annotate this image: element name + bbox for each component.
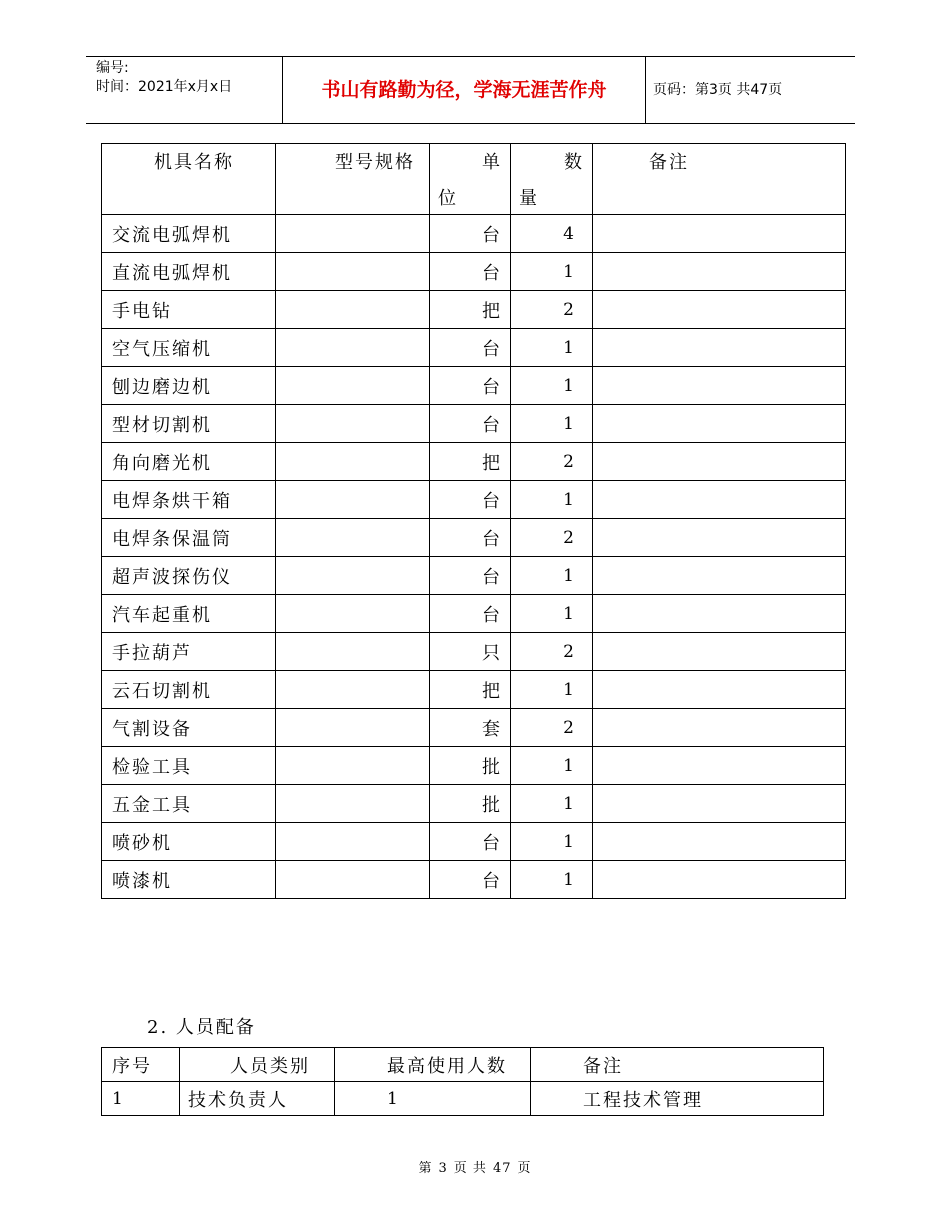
cell-unit: 台: [430, 215, 511, 253]
table-row: [102, 1082, 824, 1116]
serial-label: 编号:: [96, 60, 129, 76]
header-divider: [645, 57, 646, 123]
cell-note: [593, 405, 846, 443]
cell-model: [276, 367, 430, 405]
cell-name: 型材切割机: [102, 405, 276, 443]
table-row: [102, 747, 846, 785]
cell-name: 手电钻: [102, 291, 276, 329]
cell-qty: 1: [511, 785, 593, 823]
table-row: [102, 519, 846, 557]
header-cell-unit: 单 位: [430, 144, 511, 215]
cell-qty: 1: [511, 671, 593, 709]
footer-prefix: 第: [418, 1161, 433, 1176]
table-row: [102, 329, 846, 367]
header-cell-model: 型号规格: [276, 144, 430, 215]
cell-qty: 1: [511, 557, 593, 595]
cell-model: [276, 709, 430, 747]
table-row: [102, 785, 846, 823]
cell-unit: 台: [430, 253, 511, 291]
cell-name: 超声波探伤仪: [102, 557, 276, 595]
table-row: [102, 633, 846, 671]
cell-model: [276, 633, 430, 671]
equipment-table: [101, 143, 846, 899]
table-row: [102, 861, 846, 899]
cell-model: [276, 481, 430, 519]
footer-mid: 页 共: [453, 1161, 487, 1176]
cell-unit: 批: [430, 785, 511, 823]
cell-qty: 1: [511, 823, 593, 861]
cell-note: [593, 823, 846, 861]
cell-name: 角向磨光机: [102, 443, 276, 481]
cell-qty: 2: [511, 291, 593, 329]
header-cell-name: 机具名称: [102, 144, 276, 215]
cell-name: 电焊条保温筒: [102, 519, 276, 557]
cell-name: 电焊条烘干箱: [102, 481, 276, 519]
cell-name: 刨边磨边机: [102, 367, 276, 405]
cell-model: [276, 215, 430, 253]
cell-name: 气割设备: [102, 709, 276, 747]
cell-unit: 台: [430, 519, 511, 557]
cell-model: [276, 823, 430, 861]
cell-qty: 2: [511, 709, 593, 747]
equipment-header-row: [102, 144, 846, 215]
cell-note: [593, 215, 846, 253]
cell-unit: 台: [430, 329, 511, 367]
cell-note: [593, 633, 846, 671]
cell-qty: 1: [511, 481, 593, 519]
cell-unit: 台: [430, 405, 511, 443]
cell-qty: 1: [511, 367, 593, 405]
cell-qty: 1: [511, 595, 593, 633]
page-header: [86, 56, 855, 124]
table-row: [102, 367, 846, 405]
cell-qty: 2: [511, 519, 593, 557]
cell-model: [276, 747, 430, 785]
header-cell-category: 人员类别: [180, 1048, 335, 1082]
personnel-table: [101, 1047, 824, 1116]
cell-model: [276, 861, 430, 899]
time-label: 时间：2021年x月x日: [96, 79, 233, 95]
cell-unit: 批: [430, 747, 511, 785]
cell-category: 技术负责人: [180, 1082, 335, 1116]
header-meta: [96, 59, 232, 97]
table-row: [102, 595, 846, 633]
cell-name: 手拉葫芦: [102, 633, 276, 671]
cell-qty: 1: [511, 253, 593, 291]
cell-note: [593, 367, 846, 405]
cell-model: [276, 785, 430, 823]
cell-model: [276, 595, 430, 633]
table-row: [102, 215, 846, 253]
footer-total-pages: 47: [492, 1161, 512, 1176]
cell-unit: 台: [430, 481, 511, 519]
cell-unit: 台: [430, 823, 511, 861]
cell-name: 交流电弧焊机: [102, 215, 276, 253]
cell-note: [593, 861, 846, 899]
cell-note: [593, 481, 846, 519]
cell-note: [593, 291, 846, 329]
footer-suffix: 页: [517, 1161, 532, 1176]
cell-note: [593, 519, 846, 557]
table-row: [102, 671, 846, 709]
cell-unit: 台: [430, 367, 511, 405]
header-cell-note: 备注: [531, 1048, 824, 1082]
cell-unit: 台: [430, 557, 511, 595]
cell-name: 喷砂机: [102, 823, 276, 861]
cell-model: [276, 329, 430, 367]
table-row: [102, 443, 846, 481]
cell-unit: 把: [430, 291, 511, 329]
cell-qty: 4: [511, 215, 593, 253]
cell-note: 工程技术管理: [531, 1082, 824, 1116]
cell-note: [593, 747, 846, 785]
header-cell-seq: 序号: [102, 1048, 180, 1082]
cell-name: 云石切割机: [102, 671, 276, 709]
cell-model: [276, 443, 430, 481]
cell-unit: 把: [430, 443, 511, 481]
cell-unit: 台: [430, 861, 511, 899]
cell-unit: 台: [430, 595, 511, 633]
personnel-header-row: [102, 1048, 824, 1082]
cell-seq: 1: [102, 1082, 180, 1116]
table-row: [102, 253, 846, 291]
cell-unit: 把: [430, 671, 511, 709]
cell-name: 直流电弧焊机: [102, 253, 276, 291]
cell-unit: 套: [430, 709, 511, 747]
cell-note: [593, 443, 846, 481]
cell-note: [593, 557, 846, 595]
cell-name: 汽车起重机: [102, 595, 276, 633]
cell-model: [276, 291, 430, 329]
cell-note: [593, 785, 846, 823]
cell-note: [593, 709, 846, 747]
cell-note: [593, 595, 846, 633]
section-title-personnel: 2. 人员配备: [147, 1017, 256, 1038]
cell-qty: 2: [511, 633, 593, 671]
cell-name: 喷漆机: [102, 861, 276, 899]
cell-qty: 1: [511, 329, 593, 367]
header-cell-qty: 数 量: [511, 144, 593, 215]
cell-model: [276, 557, 430, 595]
cell-name: 五金工具: [102, 785, 276, 823]
header-page-label: 页码：第3页 共47页: [653, 82, 783, 98]
cell-qty: 1: [511, 747, 593, 785]
table-row: [102, 557, 846, 595]
cell-name: 空气压缩机: [102, 329, 276, 367]
table-row: [102, 481, 846, 519]
cell-note: [593, 671, 846, 709]
cell-max-count: 1: [335, 1082, 531, 1116]
footer-page-number: 3: [438, 1161, 448, 1176]
cell-model: [276, 519, 430, 557]
cell-qty: 1: [511, 405, 593, 443]
header-cell-note: 备注: [593, 144, 846, 215]
cell-qty: 1: [511, 861, 593, 899]
cell-unit: 只: [430, 633, 511, 671]
cell-note: [593, 329, 846, 367]
table-row: [102, 291, 846, 329]
cell-model: [276, 405, 430, 443]
cell-note: [593, 253, 846, 291]
table-row: [102, 405, 846, 443]
cell-qty: 2: [511, 443, 593, 481]
cell-name: 检验工具: [102, 747, 276, 785]
table-row: [102, 823, 846, 861]
table-row: [102, 709, 846, 747]
page-footer: [0, 1157, 950, 1176]
header-motto: 书山有路勤为径，学海无涯苦作舟: [321, 79, 607, 101]
cell-model: [276, 253, 430, 291]
header-cell-max-count: 最高使用人数: [335, 1048, 531, 1082]
cell-model: [276, 671, 430, 709]
